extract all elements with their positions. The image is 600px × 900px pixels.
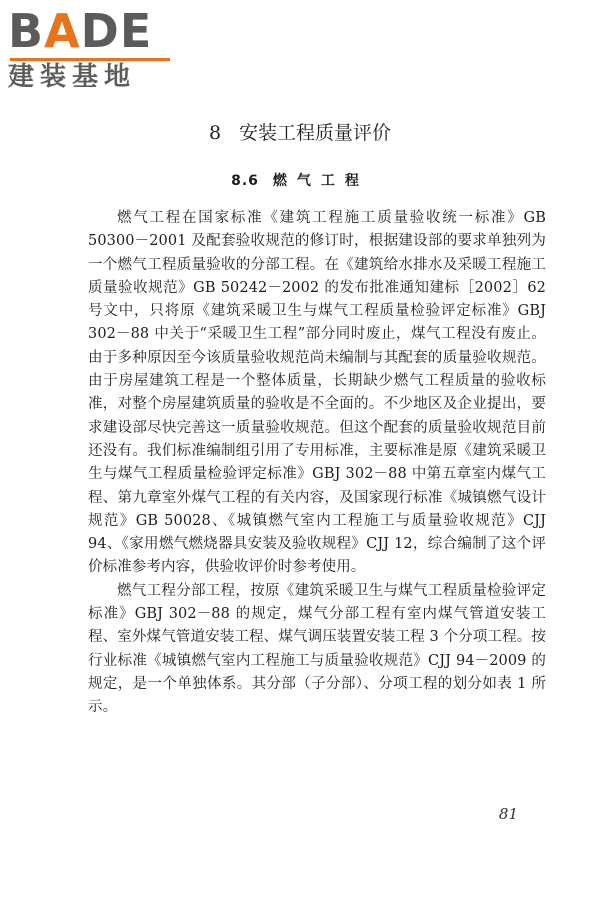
- logo-subtitle: 建装基地: [8, 62, 137, 92]
- bade-logo: [8, 4, 178, 92]
- section-heading: [0, 170, 600, 190]
- page-number: 81: [498, 805, 518, 823]
- chapter-title: 安装工程质量评价: [239, 122, 392, 144]
- logo-wordmark: BADE: [8, 4, 153, 58]
- paragraph: 燃气工程在国家标准《建筑工程施工质量验收统一标准》GB 50300－2001 及配套验收规范的修订时，根据建设部的要求单独列为一个燃气工程质量验收的分部工程。在《建筑给水排水及采暖工程施工质量验收规范》GB 50242－2002 的发布批准通知建标［2002］62 号文中，只将原《建筑采暖卫生与煤气工程质量检验评定标准》GBJ 302－88 中关于“采暖卫生工程”部分同时废止，煤气工程没有废止。由于多种原因至今该质量验收规范尚未编制与其配套的质量验收规范。由于房屋建筑工程是一个整体质量，长期缺少燃气工程质量的验收标准，对整个房屋建筑质量的验收是不全面的。不少地区及企业提出，要求建设部尽快完善这一质量验收规范。但这个配套的质量验收规范目前还没有。我们标准编制组引用了专用标准，主要标准是原《建筑采暖卫生与煤气工程质量检验评定标准》GBJ 302－88 中第五章室内煤气工程、第九章室外煤气工程的有关内容，及国家现行标准《城镇燃气设计规范》GB 50028、《城镇燃气室内工程施工与质量验收规范》CJJ 94、《家用燃气燃烧器具安装及验收规程》CJJ 12，综合编制了这个评价标准参考内容，供验收评价时参考使用。: [88, 210, 546, 576]
- chapter-heading: [0, 118, 600, 145]
- chapter-number: 8: [208, 122, 222, 144]
- logo-underline: [10, 58, 170, 61]
- paragraph: 燃气工程分部工程，按原《建筑采暖卫生与煤气工程质量检验评定标准》GBJ 302－88 的规定，煤气分部工程有室内煤气管道安装工程、室外煤气管道安装工程、煤气调压装置安装工程 3 个分项工程。按行业标准《城镇燃气室内工程施工与质量验收规范》CJJ 94－2009 的规定，是一个单独体系。其分部（子分部）、分项工程的划分如表 1 所示。: [88, 582, 546, 716]
- section-title: 燃气工程: [272, 173, 369, 189]
- section-number: 8.6: [231, 173, 259, 189]
- body-text: [88, 207, 546, 720]
